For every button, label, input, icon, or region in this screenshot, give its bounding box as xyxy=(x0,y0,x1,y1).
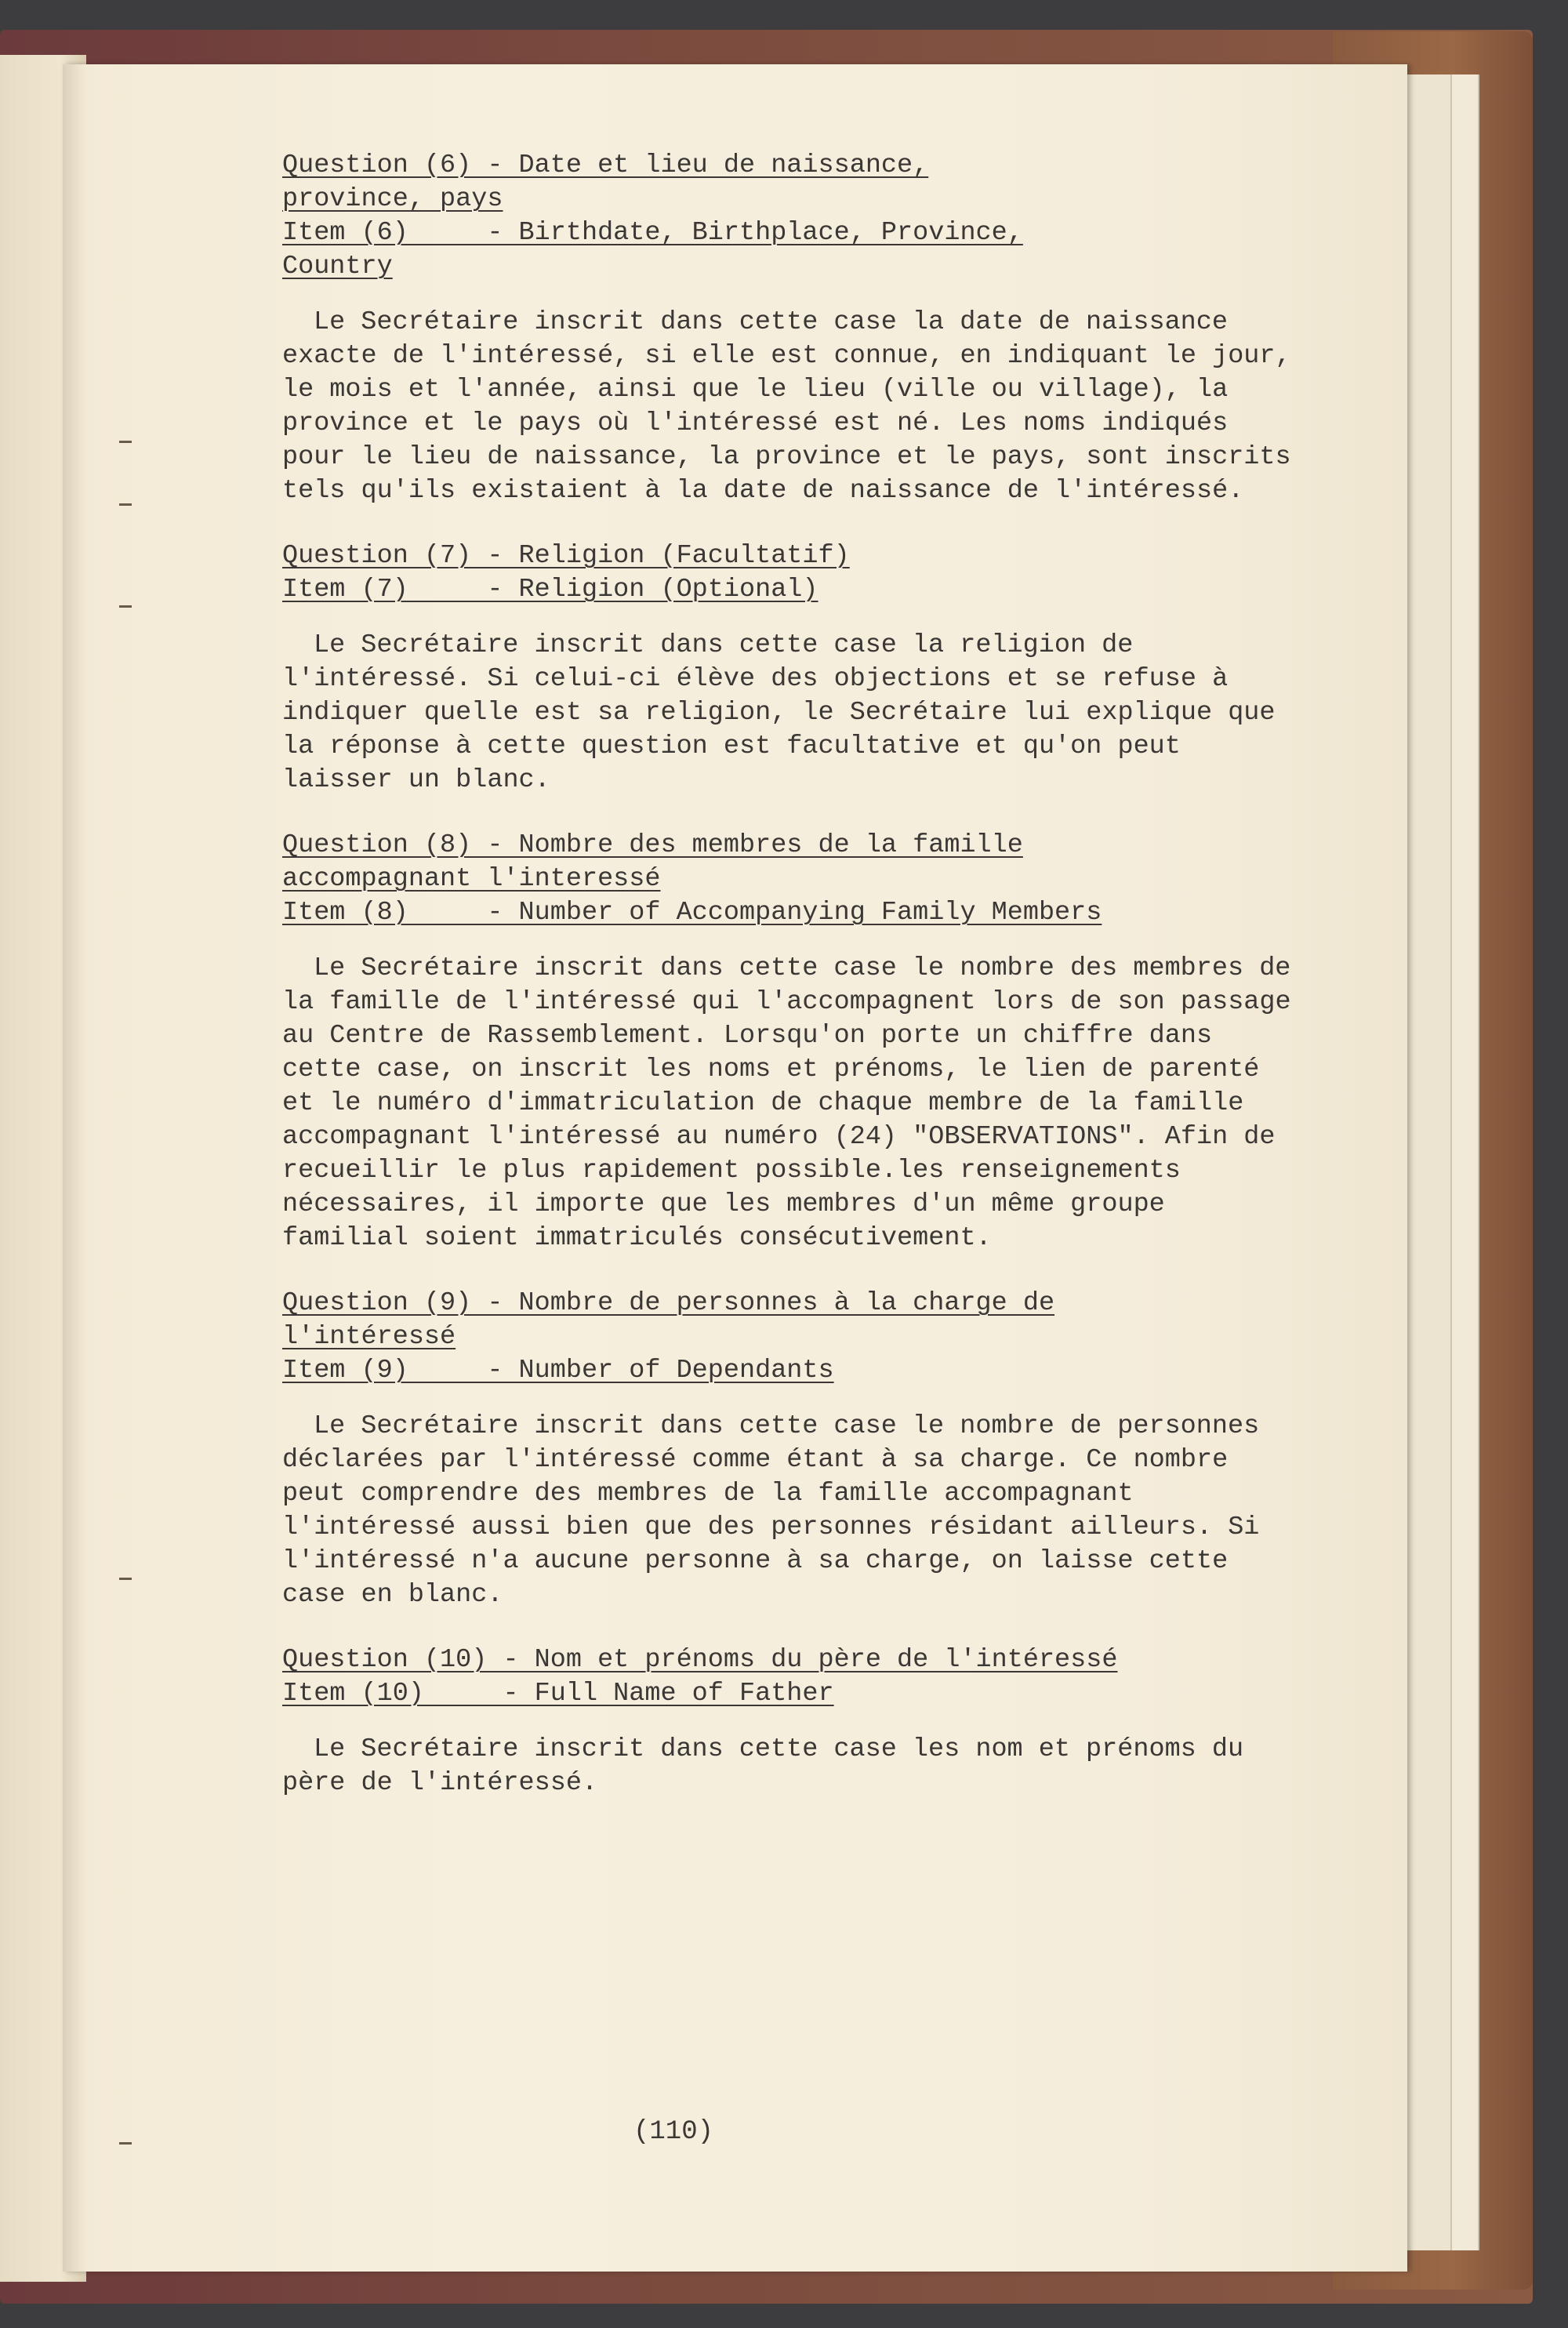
section-question-6 xyxy=(282,149,1294,508)
section-heading xyxy=(282,1287,1294,1388)
binding-stitch xyxy=(119,2142,132,2145)
heading-line: Question (10) - Nom et prénoms du père de l'intéressé xyxy=(282,1645,1118,1675)
heading-line: Question (6) - Date et lieu de naissance, xyxy=(282,151,929,180)
section-heading xyxy=(282,1643,1294,1711)
heading-line: Item (10) - Full Name of Father xyxy=(282,1679,834,1709)
section-question-10 xyxy=(282,1643,1294,1800)
binding-stitch xyxy=(119,441,132,443)
heading-line: Country xyxy=(282,252,393,281)
section-heading xyxy=(282,149,1294,284)
heading-line: Item (9) - Number of Dependants xyxy=(282,1356,834,1386)
heading-line: Question (7) - Religion (Facultatif) xyxy=(282,541,850,571)
heading-line: province, pays xyxy=(282,184,503,214)
section-heading xyxy=(282,829,1294,930)
binding-stitch xyxy=(119,605,132,608)
section-heading xyxy=(282,539,1294,607)
binding-stitch xyxy=(119,503,132,506)
section-question-8 xyxy=(282,829,1294,1255)
heading-line: Item (7) - Religion (Optional) xyxy=(282,575,818,605)
section-question-9 xyxy=(282,1287,1294,1612)
document-body xyxy=(282,149,1294,1832)
section-question-7 xyxy=(282,539,1294,797)
heading-line: Question (9) - Nombre de personnes à la charge de xyxy=(282,1288,1055,1318)
binding-stitch xyxy=(119,1578,132,1580)
heading-line: Item (8) - Number of Accompanying Family Members xyxy=(282,898,1102,928)
section-paragraph: Le Secrétaire inscrit dans cette case le nombre de personnes déclarées par l'intéressé comme étant à sa charge. Ce nombre peut comprendre des membres de la famille accompagnant l'intéressé aussi bien que des personnes résidant ailleurs. Si l'intéressé n'a aucune personne à sa charge, on laisse cette case en blanc. xyxy=(282,1411,1260,1610)
heading-line: l'intéressé xyxy=(282,1322,456,1352)
heading-line: accompagnant l'interessé xyxy=(282,864,661,894)
page-number: (110) xyxy=(633,2117,714,2147)
section-paragraph: Le Secrétaire inscrit dans cette case les nom et prénoms du père de l'intéressé. xyxy=(282,1734,1244,1798)
heading-line: Item (6) - Birthdate, Birthplace, Province, xyxy=(282,218,1023,248)
section-paragraph: Le Secrétaire inscrit dans cette case le nombre des membres de la famille de l'intéressé qui l'accompagnent lors de son passage au Centre de Rassemblement. Lorsqu'on porte un chiffre dans cette case, on inscrit les noms et prénoms, le lien de parenté et le numéro d'immatriculation de chaque membre de la famille accompagnant l'intéressé au numéro (24) "OBSERVATIONS". Afin de recueillir le plus rapidement possible.les renseignements nécessaires, il importe que les membres d'un même groupe familial soient immatriculés consécutivement. xyxy=(282,953,1291,1253)
section-paragraph: Le Secrétaire inscrit dans cette case la date de naissance exacte de l'intéressé, si elle est connue, en indiquant le jour, le mois et l'année, ainsi que le lieu (ville ou village), la province et le pays où l'intéressé est né. Les noms indiqués pour le lieu de naissance, la province et le pays, sont inscrits tels qu'ils existaient à la date de naissance de l'intéressé. xyxy=(282,307,1291,506)
section-paragraph: Le Secrétaire inscrit dans cette case la religion de l'intéressé. Si celui-ci élève des objections et se refuse à indiquer quelle est sa religion, le Secrétaire lui explique que la réponse à cette question est facultative et qu'on peut laisser un blanc. xyxy=(282,630,1276,795)
heading-line: Question (8) - Nombre des membres de la famille xyxy=(282,830,1023,860)
